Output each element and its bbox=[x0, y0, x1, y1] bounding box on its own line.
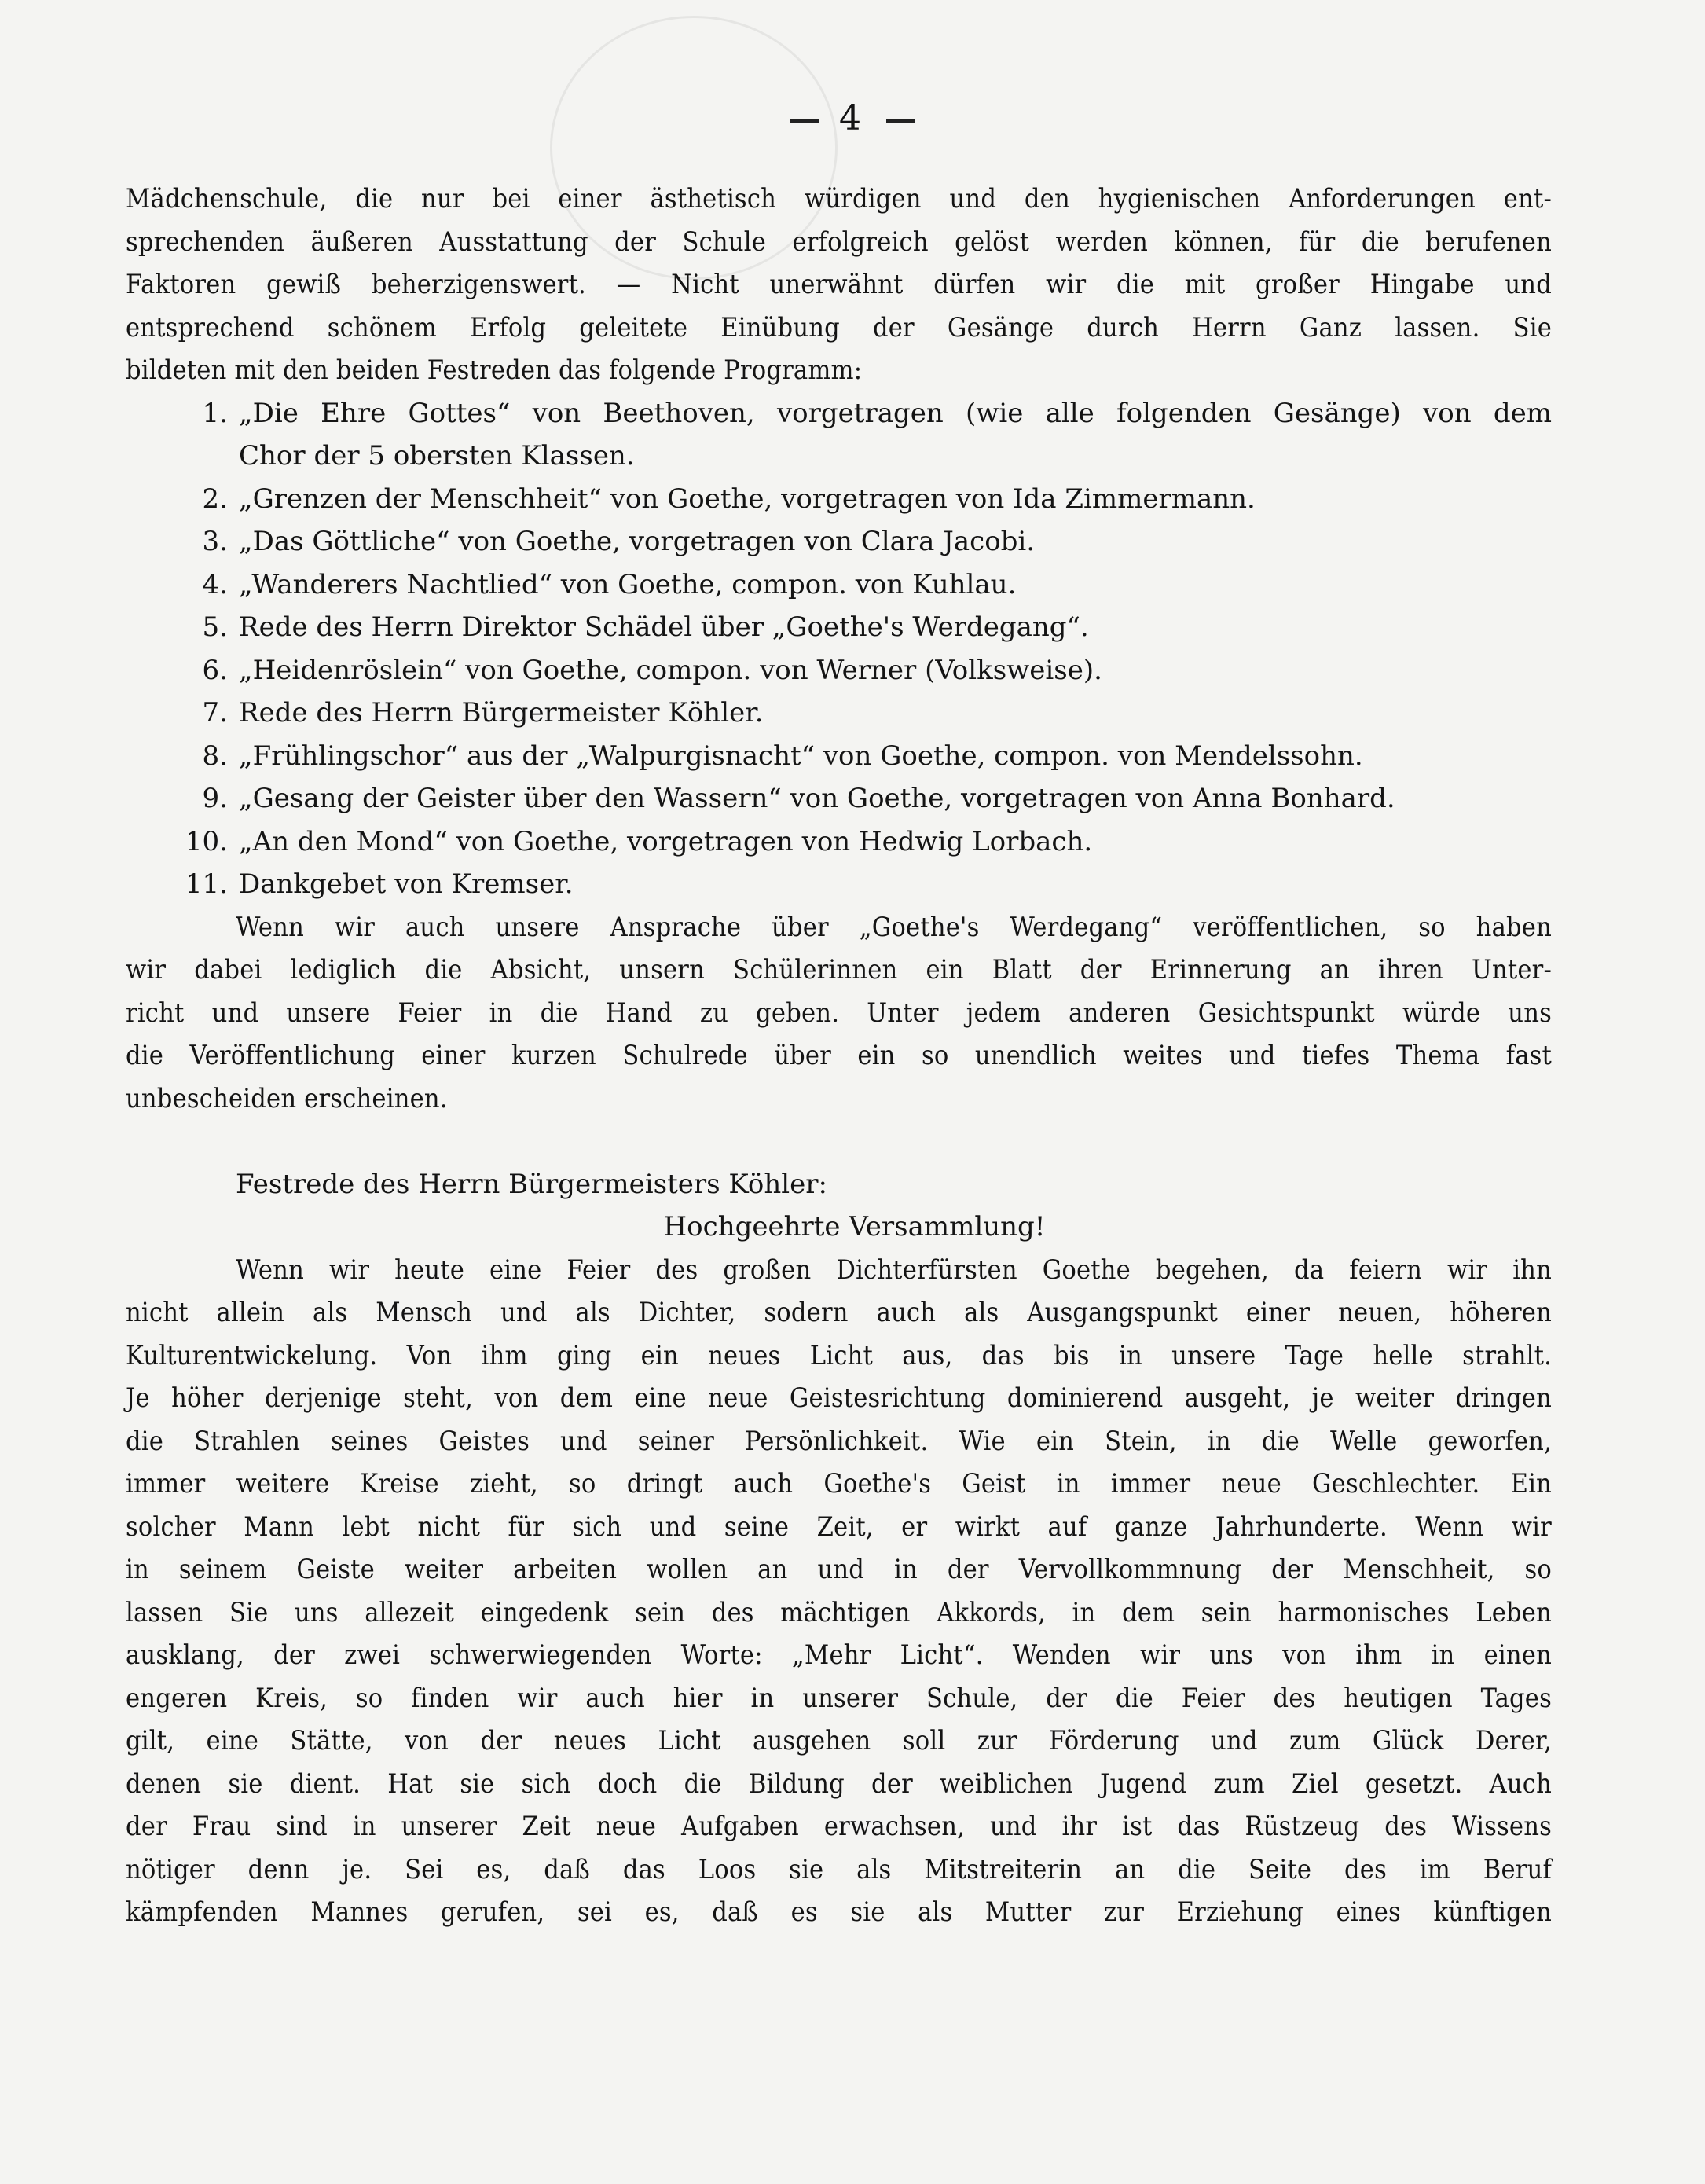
program-item-text: „Die Ehre Gottes“ von Beethoven, vorgetragen (wie alle folgenden Gesänge) von dem bbox=[239, 397, 1552, 429]
speech-salutation: Hochgeehrte Versammlung! bbox=[663, 1211, 1046, 1242]
program-item bbox=[126, 392, 1552, 435]
program-item bbox=[126, 649, 1552, 692]
text-line: Wenn wir auch unsere Ansprache über „Goethe's Werdegang“ veröffentlichen, so haben bbox=[236, 911, 1552, 943]
text-line: engeren Kreis, so finden wir auch hier in unserer Schule, der die Feier des heutigen Tages bbox=[126, 1682, 1552, 1714]
page-number bbox=[0, 98, 1705, 138]
program-item-number: 5. bbox=[202, 611, 228, 643]
page-body bbox=[126, 178, 1552, 1934]
program-item bbox=[126, 820, 1552, 864]
program-item bbox=[126, 692, 1552, 735]
text-line: wir dabei lediglich die Absicht, unsern Schülerinnen ein Blatt der Erinnerung an ihren Unter- bbox=[126, 954, 1552, 986]
program-item-number: 8. bbox=[202, 740, 228, 772]
text-line: lassen Sie uns allezeit eingedenk sein des mächtigen Akkords, in dem sein harmonisches Leben bbox=[126, 1596, 1552, 1628]
program-item-text: „Heidenröslein“ von Goethe, compon. von Werner (Volksweise). bbox=[239, 654, 1102, 686]
text-line: sprechenden äußeren Ausstattung der Schule erfolgreich gelöst werden können, für die berufenen bbox=[126, 226, 1552, 258]
page-number-value: 4 bbox=[839, 98, 866, 138]
text-line: solcher Mann lebt nicht für sich und seine Zeit, er wirkt auf ganze Jahrhunderte. Wenn wir bbox=[126, 1510, 1552, 1543]
program-item-text: „An den Mond“ von Goethe, vorgetragen von Hedwig Lorbach. bbox=[239, 825, 1093, 857]
text-line: gilt, eine Stätte, von der neues Licht ausgehen soll zur Förderung und zum Glück Derer, bbox=[126, 1725, 1552, 1756]
program-item-number: 2. bbox=[202, 483, 228, 515]
program-item-text: Rede des Herrn Direktor Schädel über „Goethe's Werdegang“. bbox=[239, 611, 1089, 643]
program-item-continuation: Chor der 5 obersten Klassen. bbox=[239, 440, 635, 472]
program-list bbox=[126, 392, 1552, 906]
program-item-number: 1. bbox=[202, 397, 228, 429]
speech-paragraph bbox=[126, 1249, 1552, 1934]
text-line: Mädchenschule, die nur bei einer ästhetisch würdigen und den hygienischen Anforderungen ent- bbox=[126, 183, 1552, 215]
spacer bbox=[126, 1120, 1552, 1163]
text-line: denen sie dient. Hat sie sich doch die Bildung der weiblichen Jugend zum Ziel gesetzt. Auch bbox=[126, 1767, 1552, 1800]
program-item-text: „Grenzen der Menschheit“ von Goethe, vorgetragen von Ida Zimmermann. bbox=[239, 483, 1256, 515]
program-item-text: „Wanderers Nachtlied“ von Goethe, compon. von Kuhlau. bbox=[239, 568, 1017, 600]
text-line: der Frau sind in unserer Zeit neue Aufgaben erwachsen, und ihr ist das Rüstzeug des Wissens bbox=[126, 1811, 1552, 1842]
dash-left bbox=[790, 119, 819, 123]
text-line: richt und unsere Feier in die Hand zu geben. Unter jedem anderen Gesichtspunkt würde uns bbox=[126, 997, 1552, 1029]
text-line: ausklang, der zwei schwerwiegenden Worte: „Mehr Licht“. Wenden wir uns von ihm in einen bbox=[126, 1639, 1552, 1671]
text-line: die Veröffentlichung einer kurzen Schulrede über ein so unendlich weites und tiefes Thema fast bbox=[126, 1040, 1552, 1071]
text-line: kämpfenden Mannes gerufen, sei es, daß es sie als Mutter zur Erziehung eines künftigen bbox=[126, 1896, 1552, 1928]
program-item-number: 3. bbox=[202, 526, 228, 557]
program-item-text: Dankgebet von Kremser. bbox=[239, 868, 574, 900]
text-line: Faktoren gewiß beherzigenswert. — Nicht unerwähnt dürfen wir die mit großer Hingabe und bbox=[126, 269, 1552, 300]
program-item bbox=[126, 520, 1552, 563]
program-item bbox=[126, 563, 1552, 607]
program-item-number: 6. bbox=[202, 654, 228, 686]
program-item-text: „Gesang der Geister über den Wassern“ von Goethe, vorgetragen von Anna Bonhard. bbox=[239, 783, 1395, 814]
speech-heading: Festrede des Herrn Bürgermeisters Köhler: bbox=[236, 1168, 827, 1200]
program-item-number: 4. bbox=[202, 568, 228, 600]
text-line: in seinem Geiste weiter arbeiten wollen an und in der Vervollkommnung der Menschheit, so bbox=[126, 1554, 1552, 1585]
text-line: Wenn wir heute eine Feier des großen Dichterfürsten Goethe begehen, da feiern wir ihn bbox=[236, 1254, 1552, 1286]
program-item-number: 10. bbox=[185, 825, 228, 857]
program-item bbox=[126, 478, 1552, 521]
program-item-text: „Frühlingschor“ aus der „Walpurgisnacht“ von Goethe, compon. von Mendelssohn. bbox=[239, 740, 1363, 772]
text-line: immer weitere Kreise zieht, so dringt auch Goethe's Geist in immer neue Geschlechter. Ein bbox=[126, 1468, 1552, 1499]
program-item bbox=[126, 863, 1552, 906]
dash-right bbox=[886, 119, 915, 123]
program-item-number: 7. bbox=[202, 697, 228, 729]
text-line: unbescheiden erscheinen. bbox=[126, 1082, 448, 1114]
text-line: nicht allein als Mensch und als Dichter, sodern auch als Ausgangspunkt einer neuen, höheren bbox=[126, 1297, 1552, 1328]
text-line: entsprechend schönem Erfolg geleitete Einübung der Gesänge durch Herrn Ganz lassen. Sie bbox=[126, 311, 1552, 343]
program-item bbox=[126, 735, 1552, 778]
text-line: die Strahlen seines Geistes und seiner Persönlichkeit. Wie ein Stein, in die Welle geworfen, bbox=[126, 1425, 1552, 1457]
program-item-number: 9. bbox=[202, 783, 228, 814]
text-line: bildeten mit den beiden Festreden das folgende Programm: bbox=[126, 354, 863, 386]
program-item-text: „Das Göttliche“ von Goethe, vorgetragen von Clara Jacobi. bbox=[239, 526, 1036, 557]
program-item bbox=[126, 777, 1552, 820]
text-line: Kulturentwickelung. Von ihm ging ein neues Licht aus, das bis in unsere Tage helle strahlt. bbox=[126, 1339, 1552, 1371]
program-item bbox=[126, 606, 1552, 649]
intro-paragraph bbox=[126, 178, 1552, 392]
program-item-text: Rede des Herrn Bürgermeister Köhler. bbox=[239, 697, 764, 729]
text-line: Je höher derjenige steht, von dem eine neue Geistesrichtung dominierend ausgeht, je weiter dringen bbox=[126, 1382, 1552, 1414]
publication-note-paragraph bbox=[126, 906, 1552, 1121]
program-item-number: 11. bbox=[185, 868, 228, 900]
text-line: nötiger denn je. Sei es, daß das Loos sie als Mitstreiterin an die Seite des im Beruf bbox=[126, 1853, 1552, 1885]
